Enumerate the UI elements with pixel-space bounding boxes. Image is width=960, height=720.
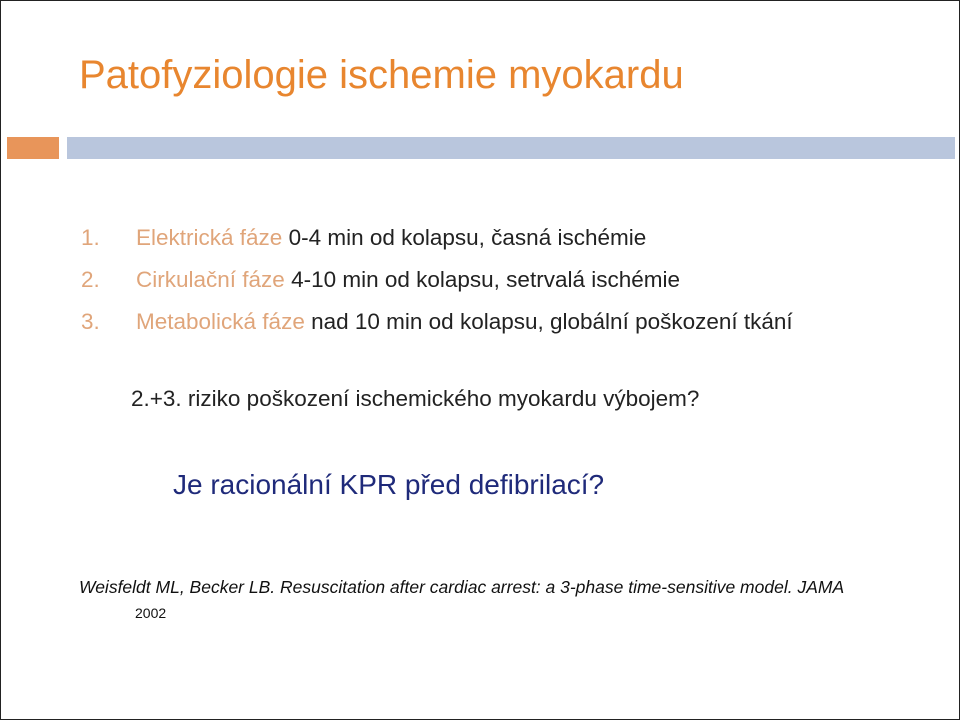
title-accent-bar — [7, 137, 59, 159]
phase-detail: 4-10 min od kolapsu, setrvalá ischémie — [284, 267, 681, 292]
slide-title: Patofyziologie ischemie myokardu — [79, 53, 684, 97]
phase-name: Elektrická fáze — [136, 225, 283, 250]
phase-number: 2. — [81, 267, 100, 292]
reference-year: 2002 — [135, 605, 167, 621]
phase-detail: nad 10 min od kolapsu, globální poškození tkání — [304, 309, 793, 334]
phase-item — [81, 301, 793, 343]
key-question: Je racionální KPR před defibrilací? — [173, 469, 605, 500]
phase-item — [81, 259, 793, 301]
phase-list — [81, 217, 793, 343]
phase-name: Metabolická fáze — [136, 309, 305, 334]
risk-statement: 2.+3. riziko poškození ischemického myokardu výbojem? — [131, 386, 700, 411]
phase-number: 1. — [81, 225, 100, 250]
reference-citation: Weisfeldt ML, Becker LB. Resuscitation after cardiac arrest: a 3-phase time-sensitive model. JAMA — [79, 577, 845, 597]
phase-name: Cirkulační fáze — [136, 267, 285, 292]
phase-detail: 0-4 min od kolapsu, časná ischémie — [282, 225, 647, 250]
phase-number: 3. — [81, 309, 100, 334]
title-divider-bar — [67, 137, 955, 159]
phase-item — [81, 217, 793, 259]
